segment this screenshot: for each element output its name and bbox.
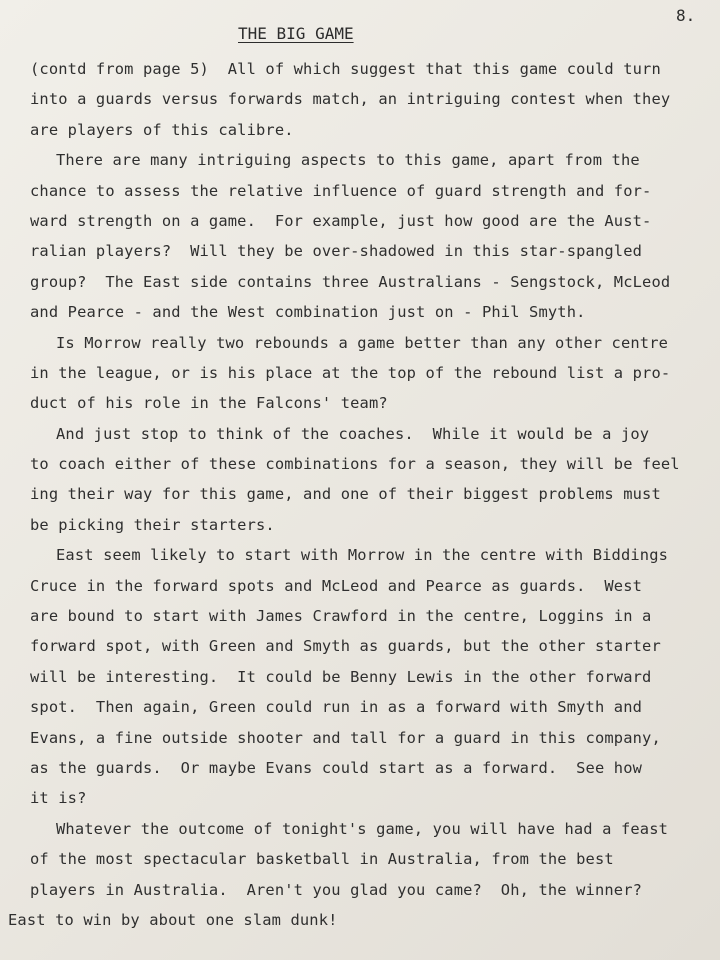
paragraph-3 [30,328,720,419]
text-line: Cruce in the forward spots and McLeod and Pearce as guards. West [30,576,643,595]
text-line: There are many intriguing aspects to this game, apart from the [56,151,640,170]
text-line: ward strength on a game. For example, just how good are the Aust- [30,211,652,230]
text-line: chance to assess the relative influence of guard strength and for- [30,181,652,200]
text-line: into a guards versus forwards match, an intriguing contest when they [30,90,671,109]
paragraph-1 [30,54,720,145]
text-line: in the league, or is his place at the top of the rebound list a pro- [30,363,671,382]
text-line: ralian players? Will they be over-shadowed in this star-spangled [30,242,643,261]
text-line: East seem likely to start with Morrow in the centre with Biddings [56,546,669,565]
text-line: and Pearce - and the West combination just on - Phil Smyth. [30,303,586,322]
text-line: group? The East side contains three Australians - Sengstock, McLeod [30,272,671,291]
text-line: spot. Then again, Green could run in as a forward with Smyth and [30,698,643,717]
text-line: Is Morrow really two rebounds a game better than any other centre [56,333,669,352]
text-line: of the most spectacular basketball in Australia, from the best [30,850,614,869]
text-line: East to win by about one slam dunk! [8,910,338,929]
text-line: Evans, a fine outside shooter and tall for a guard in this company, [30,728,661,747]
article-body [8,54,720,935]
text-line: to coach either of these combinations for a season, they will be feel [30,455,680,474]
paragraph-2 [30,145,720,327]
page-title: THE BIG GAME [238,24,354,43]
text-line: (contd from page 5) All of which suggest that this game could turn [30,60,661,78]
text-line: duct of his role in the Falcons' team? [30,394,388,413]
text-line: are players of this calibre. [30,120,294,139]
text-line: will be interesting. It could be Benny Lewis in the other forward [30,667,652,686]
text-line: And just stop to think of the coaches. While it would be a joy [56,424,650,443]
text-line: are bound to start with James Crawford in the centre, Loggins in a [30,607,652,626]
text-line: it is? [30,789,87,808]
text-line: players in Australia. Aren't you glad you came? Oh, the winner? [30,880,643,899]
text-line: be picking their starters. [30,515,275,534]
text-line: as the guards. Or maybe Evans could start as a forward. See how [30,758,643,777]
text-line: Whatever the outcome of tonight's game, you will have had a feast [56,819,669,838]
text-line: forward spot, with Green and Smyth as guards, but the other starter [30,637,661,656]
text-line: ing their way for this game, and one of their biggest problems must [30,485,661,504]
paragraph-5 [30,540,720,814]
page-number: 8. [676,6,696,25]
paragraph-4 [30,419,720,541]
paragraph-6 [8,814,720,936]
